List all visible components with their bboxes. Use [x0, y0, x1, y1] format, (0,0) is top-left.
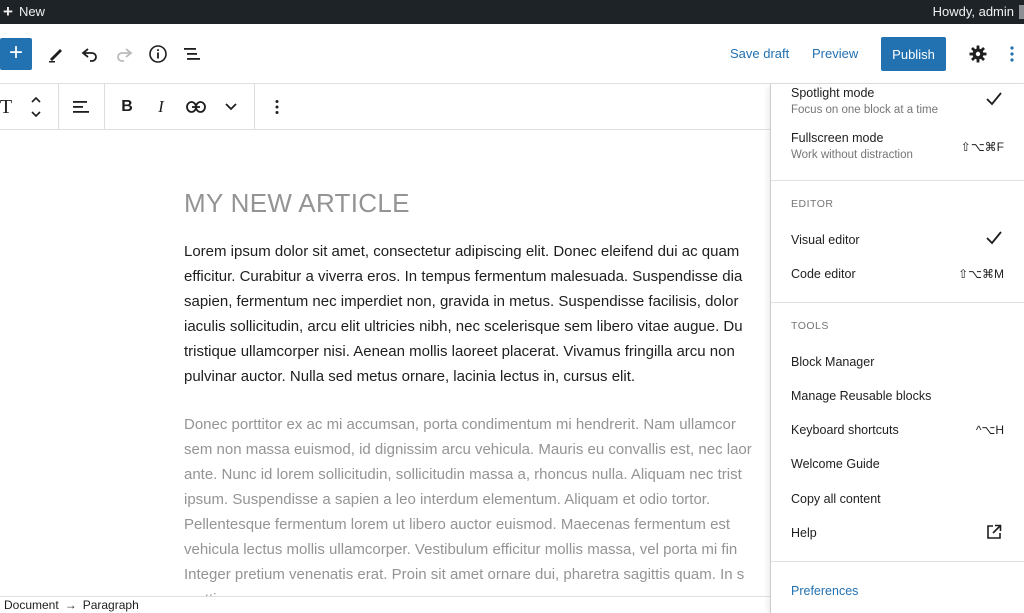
avatar[interactable]: [1019, 5, 1024, 19]
paragraph-line: Integer pretium venenatis erat. Proin sit amet ornare dui, pharetra sagittis quam. In s: [184, 566, 745, 583]
menu-item-label: Code editor: [791, 267, 856, 281]
paragraph-line: ipsum. Suspendisse a sapien a leo interdum elementum. Aliquam et odio tortor.: [184, 491, 711, 508]
menu-item-label: Spotlight mode: [791, 86, 875, 100]
plus-icon: +: [3, 1, 13, 21]
menu-item-copy-all-content[interactable]: Copy all content: [791, 492, 881, 506]
undo-icon[interactable]: [74, 38, 106, 70]
menu-group-heading-editor: EDITOR: [791, 198, 834, 210]
menu-item-code-editor[interactable]: [791, 267, 1004, 281]
paragraph-line: iaculis sollicitudin, arcu elit ultricies nibh, nec scelerisque sem libero vitae augue. Du: [184, 318, 743, 335]
admin-bar: [0, 0, 1024, 24]
toolbar-divider: [104, 84, 105, 129]
toolbar-divider: [58, 84, 59, 129]
menu-item-manage-reusable-blocks[interactable]: Manage Reusable blocks: [791, 389, 932, 403]
external-link-icon: [986, 524, 1002, 543]
move-up-down-icon[interactable]: [20, 91, 52, 123]
admin-bar-new[interactable]: [3, 1, 45, 21]
menu-item-fullscreen-mode[interactable]: [791, 131, 1004, 161]
toolbar-divider: [254, 84, 255, 129]
editor-header: [0, 24, 1024, 84]
breadcrumb-document[interactable]: Document: [4, 598, 59, 612]
save-draft-button[interactable]: Save draft: [730, 46, 790, 61]
menu-item-help[interactable]: [791, 526, 1004, 540]
menu-item-label: Visual editor: [791, 233, 860, 247]
menu-item-label: Help: [791, 526, 817, 540]
publish-button[interactable]: Publish: [881, 37, 946, 71]
align-left-icon[interactable]: [65, 91, 97, 123]
menu-item-description: Work without distraction: [791, 149, 913, 161]
paragraph-line: vehicula lectus mollis ullamcorper. Vestibulum efficitur mollis massa, vel porta mi fin: [184, 541, 738, 558]
menu-item-block-manager[interactable]: Block Manager: [791, 355, 875, 369]
menu-item-preferences[interactable]: Preferences: [791, 584, 859, 598]
breadcrumb-paragraph[interactable]: Paragraph: [82, 598, 139, 612]
menu-item-shortcut: ⇧⌥⌘F: [960, 140, 1004, 154]
italic-button[interactable]: I: [158, 97, 164, 116]
post-title[interactable]: MY NEW ARTICLE: [184, 188, 410, 218]
block-toolbar: [0, 84, 770, 130]
menu-item-description: Focus on one block at a time: [791, 104, 939, 116]
block-options-kebab-icon[interactable]: [261, 91, 293, 123]
paragraph-line: pulvinar auctor. Nulla sed metus ornare, lacinia lectus in, cursus elit.: [184, 368, 636, 385]
paragraph-line: efficitur. Curabitur a viverra eros. In tempus fermentum malesuada. Suspendisse dia: [184, 268, 743, 285]
menu-item-spotlight-mode[interactable]: [791, 86, 1004, 116]
preview-button[interactable]: Preview: [812, 46, 859, 61]
more-formats-chevron-down-icon[interactable]: [215, 91, 247, 123]
menu-item-keyboard-shortcuts[interactable]: [791, 423, 1004, 437]
paragraph-line: Donec porttitor ex ac mi accumsan, porta condimentum mi hendrerit. Nam ullamcor: [184, 416, 736, 433]
editor-canvas: [0, 130, 770, 596]
paragraph-line: sapien, fermentum nec imperdiet non, gravida in metus. Suspendisse facilisis, dolor: [184, 293, 739, 310]
menu-divider: [771, 561, 1024, 562]
list-view-icon[interactable]: [176, 38, 208, 70]
menu-group-heading-tools: TOOLS: [791, 320, 829, 332]
check-icon: [986, 231, 1002, 248]
redo-icon[interactable]: [108, 38, 140, 70]
breadcrumb: [0, 596, 770, 613]
admin-bar-new-label: New: [18, 4, 45, 19]
menu-divider: [771, 180, 1024, 181]
menu-item-visual-editor[interactable]: [791, 233, 1004, 247]
paragraph-line: Pellentesque fermentum lorem ut libero auctor euismod. Maecenas fermentum est: [184, 516, 731, 533]
menu-item-welcome-guide[interactable]: Welcome Guide: [791, 457, 880, 471]
bold-button[interactable]: B: [121, 98, 133, 115]
paragraph-line: Lorem ipsum dolor sit amet, consectetur adipiscing elit. Donec eleifend dui ac quam: [184, 243, 740, 260]
info-icon[interactable]: [142, 38, 174, 70]
paragraph-line: sem non massa euismod, id dignissim arcu vehicula. Mauris eu convallis est, nec laor: [184, 441, 752, 458]
paragraph-line: ante. Nunc id lorem sollicitudin, sollicitudin massa a, rhoncus nulla. Aliquam nec trist: [184, 466, 742, 483]
paragraph-block-icon[interactable]: T: [0, 95, 13, 118]
menu-divider: [771, 302, 1024, 303]
block-inserter-button[interactable]: +: [0, 38, 32, 70]
check-icon: [986, 92, 1002, 109]
menu-item-shortcut: ^⌥H: [975, 423, 1004, 437]
menu-item-shortcut: ⇧⌥⌘M: [958, 267, 1004, 281]
menu-item-label: Fullscreen mode: [791, 131, 884, 145]
options-menu: [770, 84, 1024, 613]
admin-bar-howdy[interactable]: Howdy, admin: [932, 4, 1014, 19]
link-icon[interactable]: [180, 91, 212, 123]
menu-item-label: Keyboard shortcuts: [791, 423, 899, 437]
paragraph-line: tristique ullamcorper nisi. Aenean mollis laoreet placerat. Vivamus fringilla arcu non: [184, 343, 735, 360]
options-kebab-icon[interactable]: [1000, 38, 1024, 70]
tools-pencil-icon[interactable]: [40, 38, 72, 70]
settings-gear-icon[interactable]: [962, 38, 994, 70]
breadcrumb-arrow-icon: →: [64, 598, 77, 612]
